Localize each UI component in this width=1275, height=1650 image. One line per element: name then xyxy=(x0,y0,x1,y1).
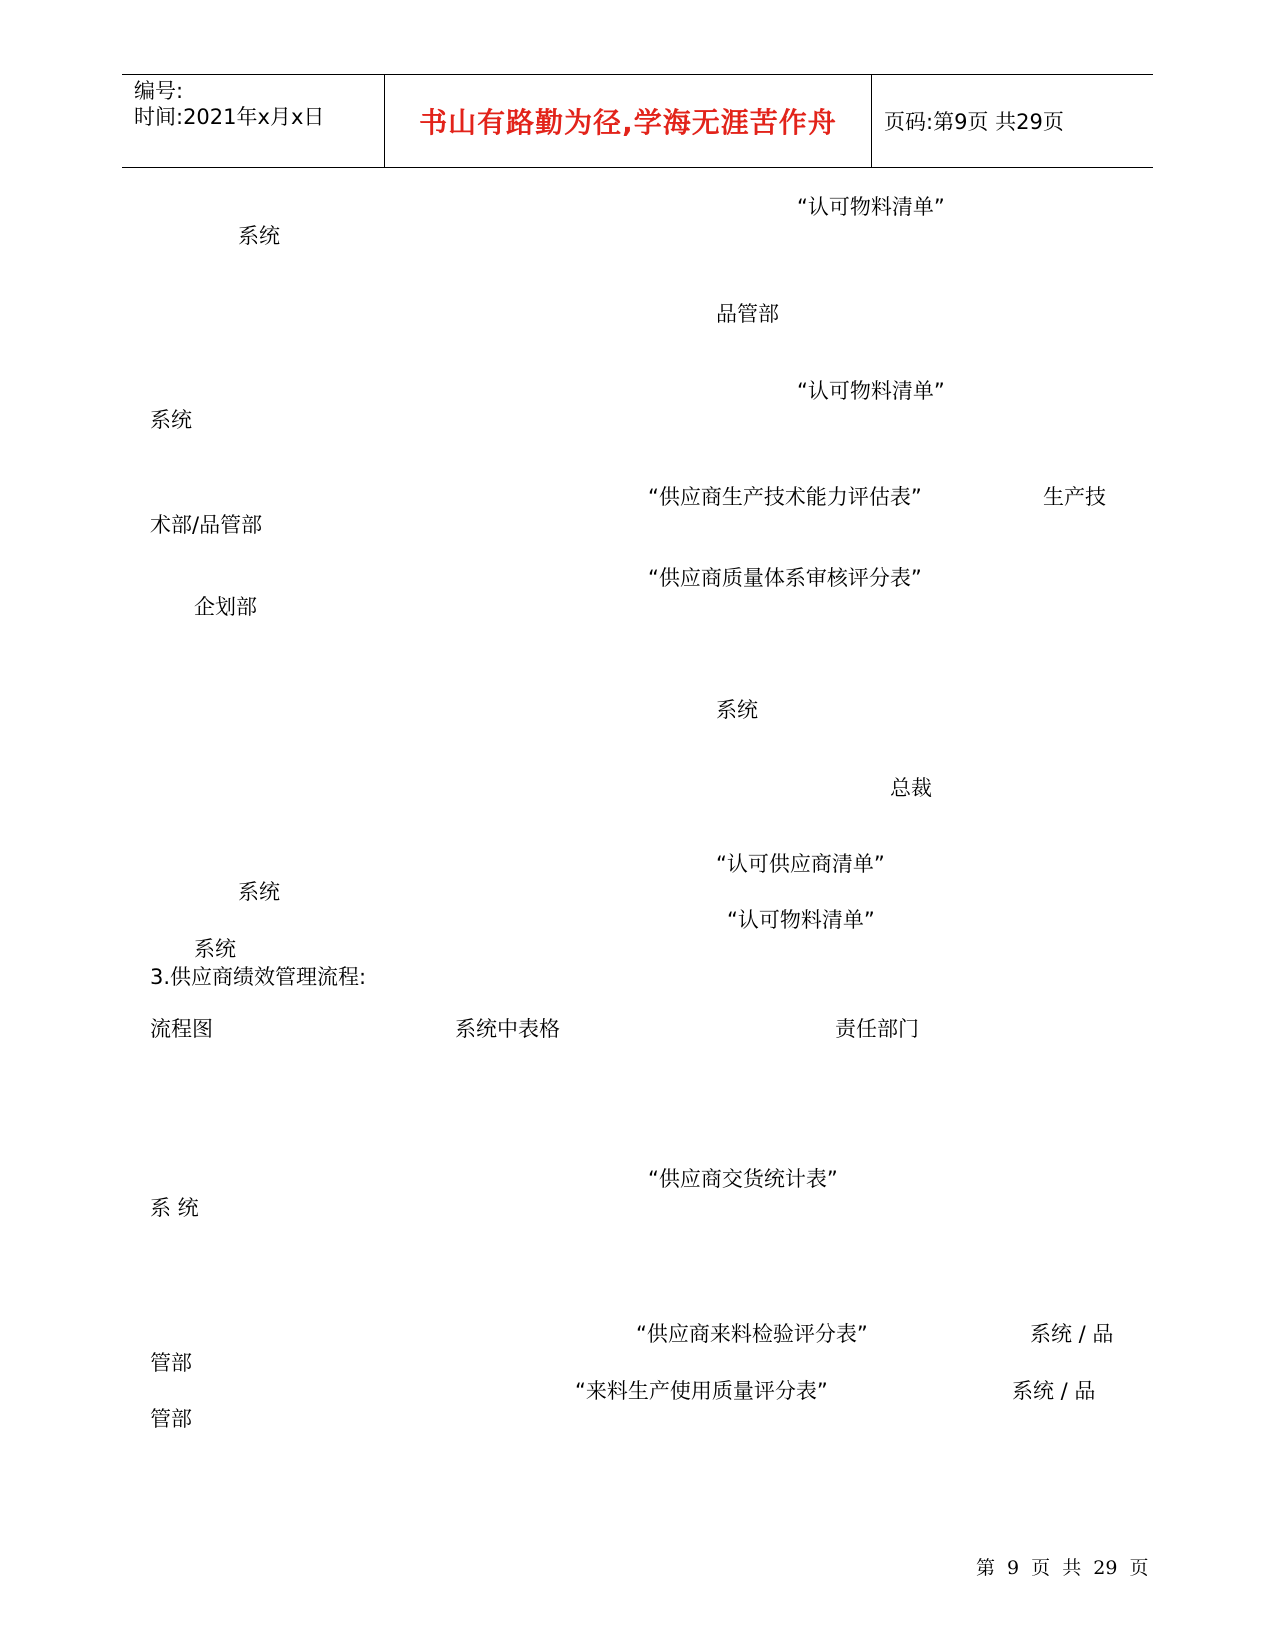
text-line: “来料生产使用质量评分表” xyxy=(575,1379,828,1403)
column-header: 责任部门 xyxy=(835,1017,919,1041)
text-line: 系统 xyxy=(238,224,280,248)
header-page-number: 页码:第9页 共29页 xyxy=(884,110,1064,134)
text-line: 系统 xyxy=(238,880,280,904)
text-line: “认可供应商清单” xyxy=(716,852,885,876)
text-line: “供应商来料检验评分表” xyxy=(636,1322,868,1346)
text-line: 生产技 xyxy=(1043,485,1106,509)
page-header xyxy=(122,74,1153,168)
text-line: 系 统 xyxy=(150,1196,199,1220)
text-line: “认可物料清单” xyxy=(797,379,945,403)
text-line: 系统 xyxy=(716,698,758,722)
text-line: 术部/品管部 xyxy=(150,513,263,537)
text-line: “供应商生产技术能力评估表” xyxy=(648,485,922,509)
section-heading: 3.供应商绩效管理流程: xyxy=(150,965,367,989)
document-number-label: 编号: xyxy=(134,79,184,103)
text-line: 企划部 xyxy=(194,595,257,619)
header-motto: 书山有路勤为径,学海无涯苦作舟 xyxy=(419,106,837,139)
document-date: 时间:2021年x月x日 xyxy=(134,105,325,129)
text-line: 总裁 xyxy=(890,776,932,800)
text-line: 管部 xyxy=(150,1407,192,1431)
text-line: 系统 / 品 xyxy=(1030,1322,1114,1346)
column-header: 系统中表格 xyxy=(455,1017,560,1041)
text-line: 管部 xyxy=(150,1351,192,1375)
text-line: 品管部 xyxy=(716,302,779,326)
column-header: 流程图 xyxy=(150,1017,213,1041)
footer-page-number: 第 9 页 共 29 页 xyxy=(976,1557,1149,1579)
text-line: “供应商交货统计表” xyxy=(648,1167,838,1191)
text-line: 系统 xyxy=(194,937,236,961)
text-line: “认可物料清单” xyxy=(727,908,875,932)
text-line: 系统 / 品 xyxy=(1012,1379,1096,1403)
text-line: “认可物料清单” xyxy=(797,195,945,219)
header-meta xyxy=(134,78,384,130)
header-divider xyxy=(871,75,872,167)
text-line: 系统 xyxy=(150,408,192,432)
text-line: “供应商质量体系审核评分表” xyxy=(648,566,922,590)
